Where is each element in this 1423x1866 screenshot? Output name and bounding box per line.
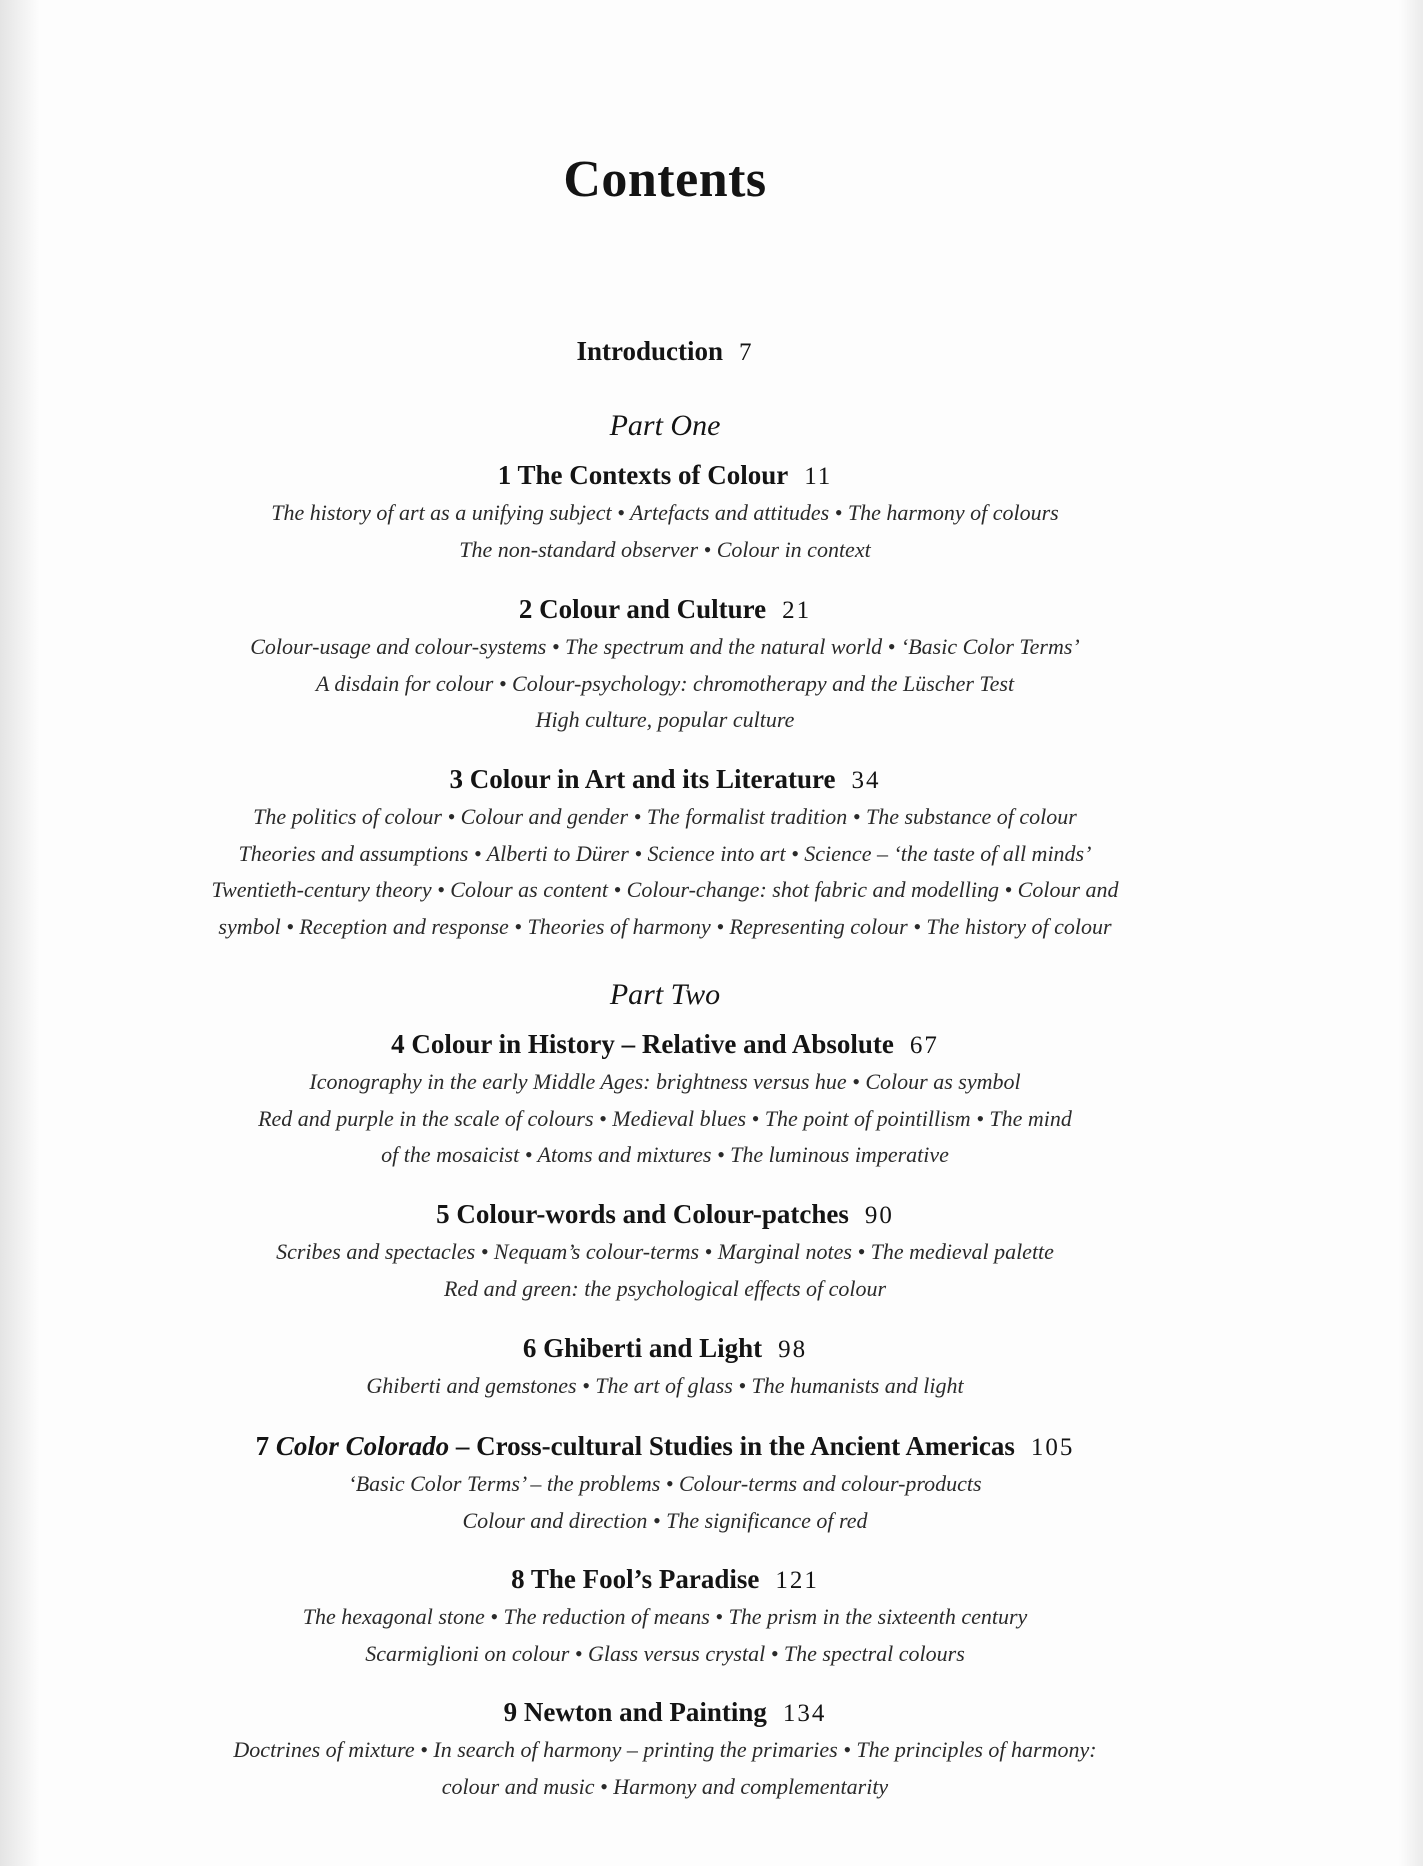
- chapter-4-entry: [0, 1024, 1330, 1174]
- chapter-topic-line: Red and purple in the scale of colours • Medieval blues • The point of pointillism • The mind: [258, 1105, 1072, 1131]
- chapter-4-title: [0, 1024, 1330, 1064]
- chapter-number: 3: [449, 764, 463, 794]
- part-one-heading-block: [0, 404, 1330, 448]
- chapter-topic-line: Twentieth-century theory • Colour as content • Colour-change: shot fabric and modelling • Colour and: [211, 877, 1119, 902]
- chapter-topic-line: Red and green: the psychological effects of colour: [443, 1275, 887, 1301]
- chapter-title-italic: Color Colorado: [275, 1431, 450, 1461]
- part-two-heading: Part Two: [609, 978, 721, 1011]
- chapter-topic-line: Ghiberti and gemstones • The art of glass • The humanists and light: [366, 1373, 964, 1398]
- introduction-title: Introduction: [576, 336, 724, 366]
- chapter-title-text: Colour in History – Relative and Absolute: [411, 1029, 894, 1059]
- chapter-topic-line: The hexagonal stone • The reduction of means • The prism in the sixteenth century: [302, 1604, 1028, 1629]
- chapter-number: 6: [522, 1333, 537, 1363]
- chapter-2-title: [0, 589, 1330, 629]
- chapter-topic-line: Scarmiglioni on colour • Glass versus crystal • The spectral colours: [365, 1640, 965, 1666]
- chapter-page-number: 34: [851, 767, 881, 794]
- page-title: Contents: [563, 151, 767, 208]
- chapter-3-title: [0, 759, 1330, 799]
- introduction-page-number: 7: [739, 339, 754, 366]
- chapter-title-text: The Fool’s Paradise: [530, 1564, 760, 1594]
- chapter-title-text: Ghiberti and Light: [543, 1333, 763, 1363]
- chapter-8-title: [0, 1559, 1330, 1599]
- part-two-heading-block: [0, 973, 1330, 1017]
- chapter-topic-line: Theories and assumptions • Alberti to Dürer • Science into art • Science – ‘the taste of all minds’: [238, 840, 1092, 866]
- chapter-page-number: 98: [778, 1336, 808, 1363]
- chapter-page-number: 67: [909, 1032, 939, 1059]
- chapter-topic-line: Doctrines of mixture • In search of harmony – printing the primaries • The principles of harmony:: [233, 1737, 1097, 1762]
- chapter-topic-line: ‘Basic Color Terms’ – the problems • Colour-terms and colour-products: [348, 1471, 982, 1496]
- introduction-entry: [0, 336, 1330, 367]
- chapter-5-title: [0, 1194, 1330, 1234]
- chapter-topic-line: The politics of colour • Colour and gender • The formalist tradition • The substance of colour: [253, 804, 1077, 829]
- chapter-9-title: [0, 1692, 1330, 1732]
- chapter-7-entry: [0, 1426, 1330, 1539]
- chapter-page-number: 21: [782, 597, 812, 624]
- chapter-title-text: Newton and Painting: [523, 1697, 767, 1727]
- chapter-number: 4: [391, 1029, 405, 1059]
- chapter-page-number: 121: [775, 1567, 819, 1594]
- chapter-title-text: Colour and Culture: [539, 594, 767, 624]
- chapter-topic-line: A disdain for colour • Colour-psychology: chromotherapy and the Lüscher Test: [315, 670, 1015, 696]
- chapter-number: 5: [436, 1199, 450, 1229]
- chapter-8-entry: [0, 1559, 1330, 1672]
- chapter-topic-line: Colour-usage and colour-systems • The spectrum and the natural world • ‘Basic Color Terms’: [250, 634, 1080, 659]
- chapter-topic-line: The non-standard observer • Colour in context: [459, 536, 871, 562]
- chapter-topic-line: colour and music • Harmony and complementarity: [441, 1773, 889, 1799]
- chapter-page-number: 11: [804, 463, 833, 490]
- chapter-number: 1: [497, 460, 512, 490]
- chapter-title-text: Colour in Art and its Literature: [469, 764, 836, 794]
- chapter-page-number: 105: [1030, 1434, 1075, 1461]
- chapter-number: 8: [511, 1564, 525, 1594]
- chapter-number: 2: [518, 594, 533, 624]
- chapter-topic-line: symbol • Reception and response • Theories of harmony • Representing colour • The history of colour: [218, 913, 1112, 939]
- chapter-2-entry: [0, 589, 1330, 739]
- chapter-6-entry: [0, 1328, 1330, 1405]
- chapter-topic-line: High culture, popular culture: [535, 707, 795, 732]
- chapter-page-number: 90: [864, 1202, 894, 1229]
- chapter-title-text: The Contexts of Colour: [517, 460, 789, 490]
- chapter-5-entry: [0, 1194, 1330, 1307]
- part-one-heading: Part One: [609, 409, 721, 442]
- chapter-1-entry: [0, 455, 1330, 568]
- chapter-number: 7: [255, 1431, 270, 1461]
- chapter-topic-line: of the mosaicist • Atoms and mixtures • The luminous imperative: [381, 1142, 949, 1167]
- chapter-topic-line: Scribes and spectacles • Nequam’s colour-terms • Marginal notes • The medieval palette: [276, 1239, 1054, 1264]
- chapter-number: 9: [503, 1697, 518, 1727]
- chapter-6-title: [0, 1328, 1330, 1368]
- chapter-9-entry: [0, 1692, 1330, 1805]
- chapter-title-text: Colour-words and Colour-patches: [456, 1199, 849, 1229]
- chapter-3-entry: [0, 759, 1330, 945]
- chapter-1-title: [0, 455, 1330, 495]
- chapter-7-title: [0, 1426, 1330, 1466]
- chapter-topic-line: Colour and direction • The significance of red: [462, 1507, 868, 1533]
- chapter-topic-line: The history of art as a unifying subject • Artefacts and attitudes • The harmony of colours: [271, 500, 1059, 525]
- chapter-page-number: 134: [782, 1700, 827, 1727]
- chapter-title-text: – Cross-cultural Studies in the Ancient Americas: [455, 1431, 1015, 1461]
- chapter-topic-line: Iconography in the early Middle Ages: brightness versus hue • Colour as symbol: [309, 1069, 1021, 1094]
